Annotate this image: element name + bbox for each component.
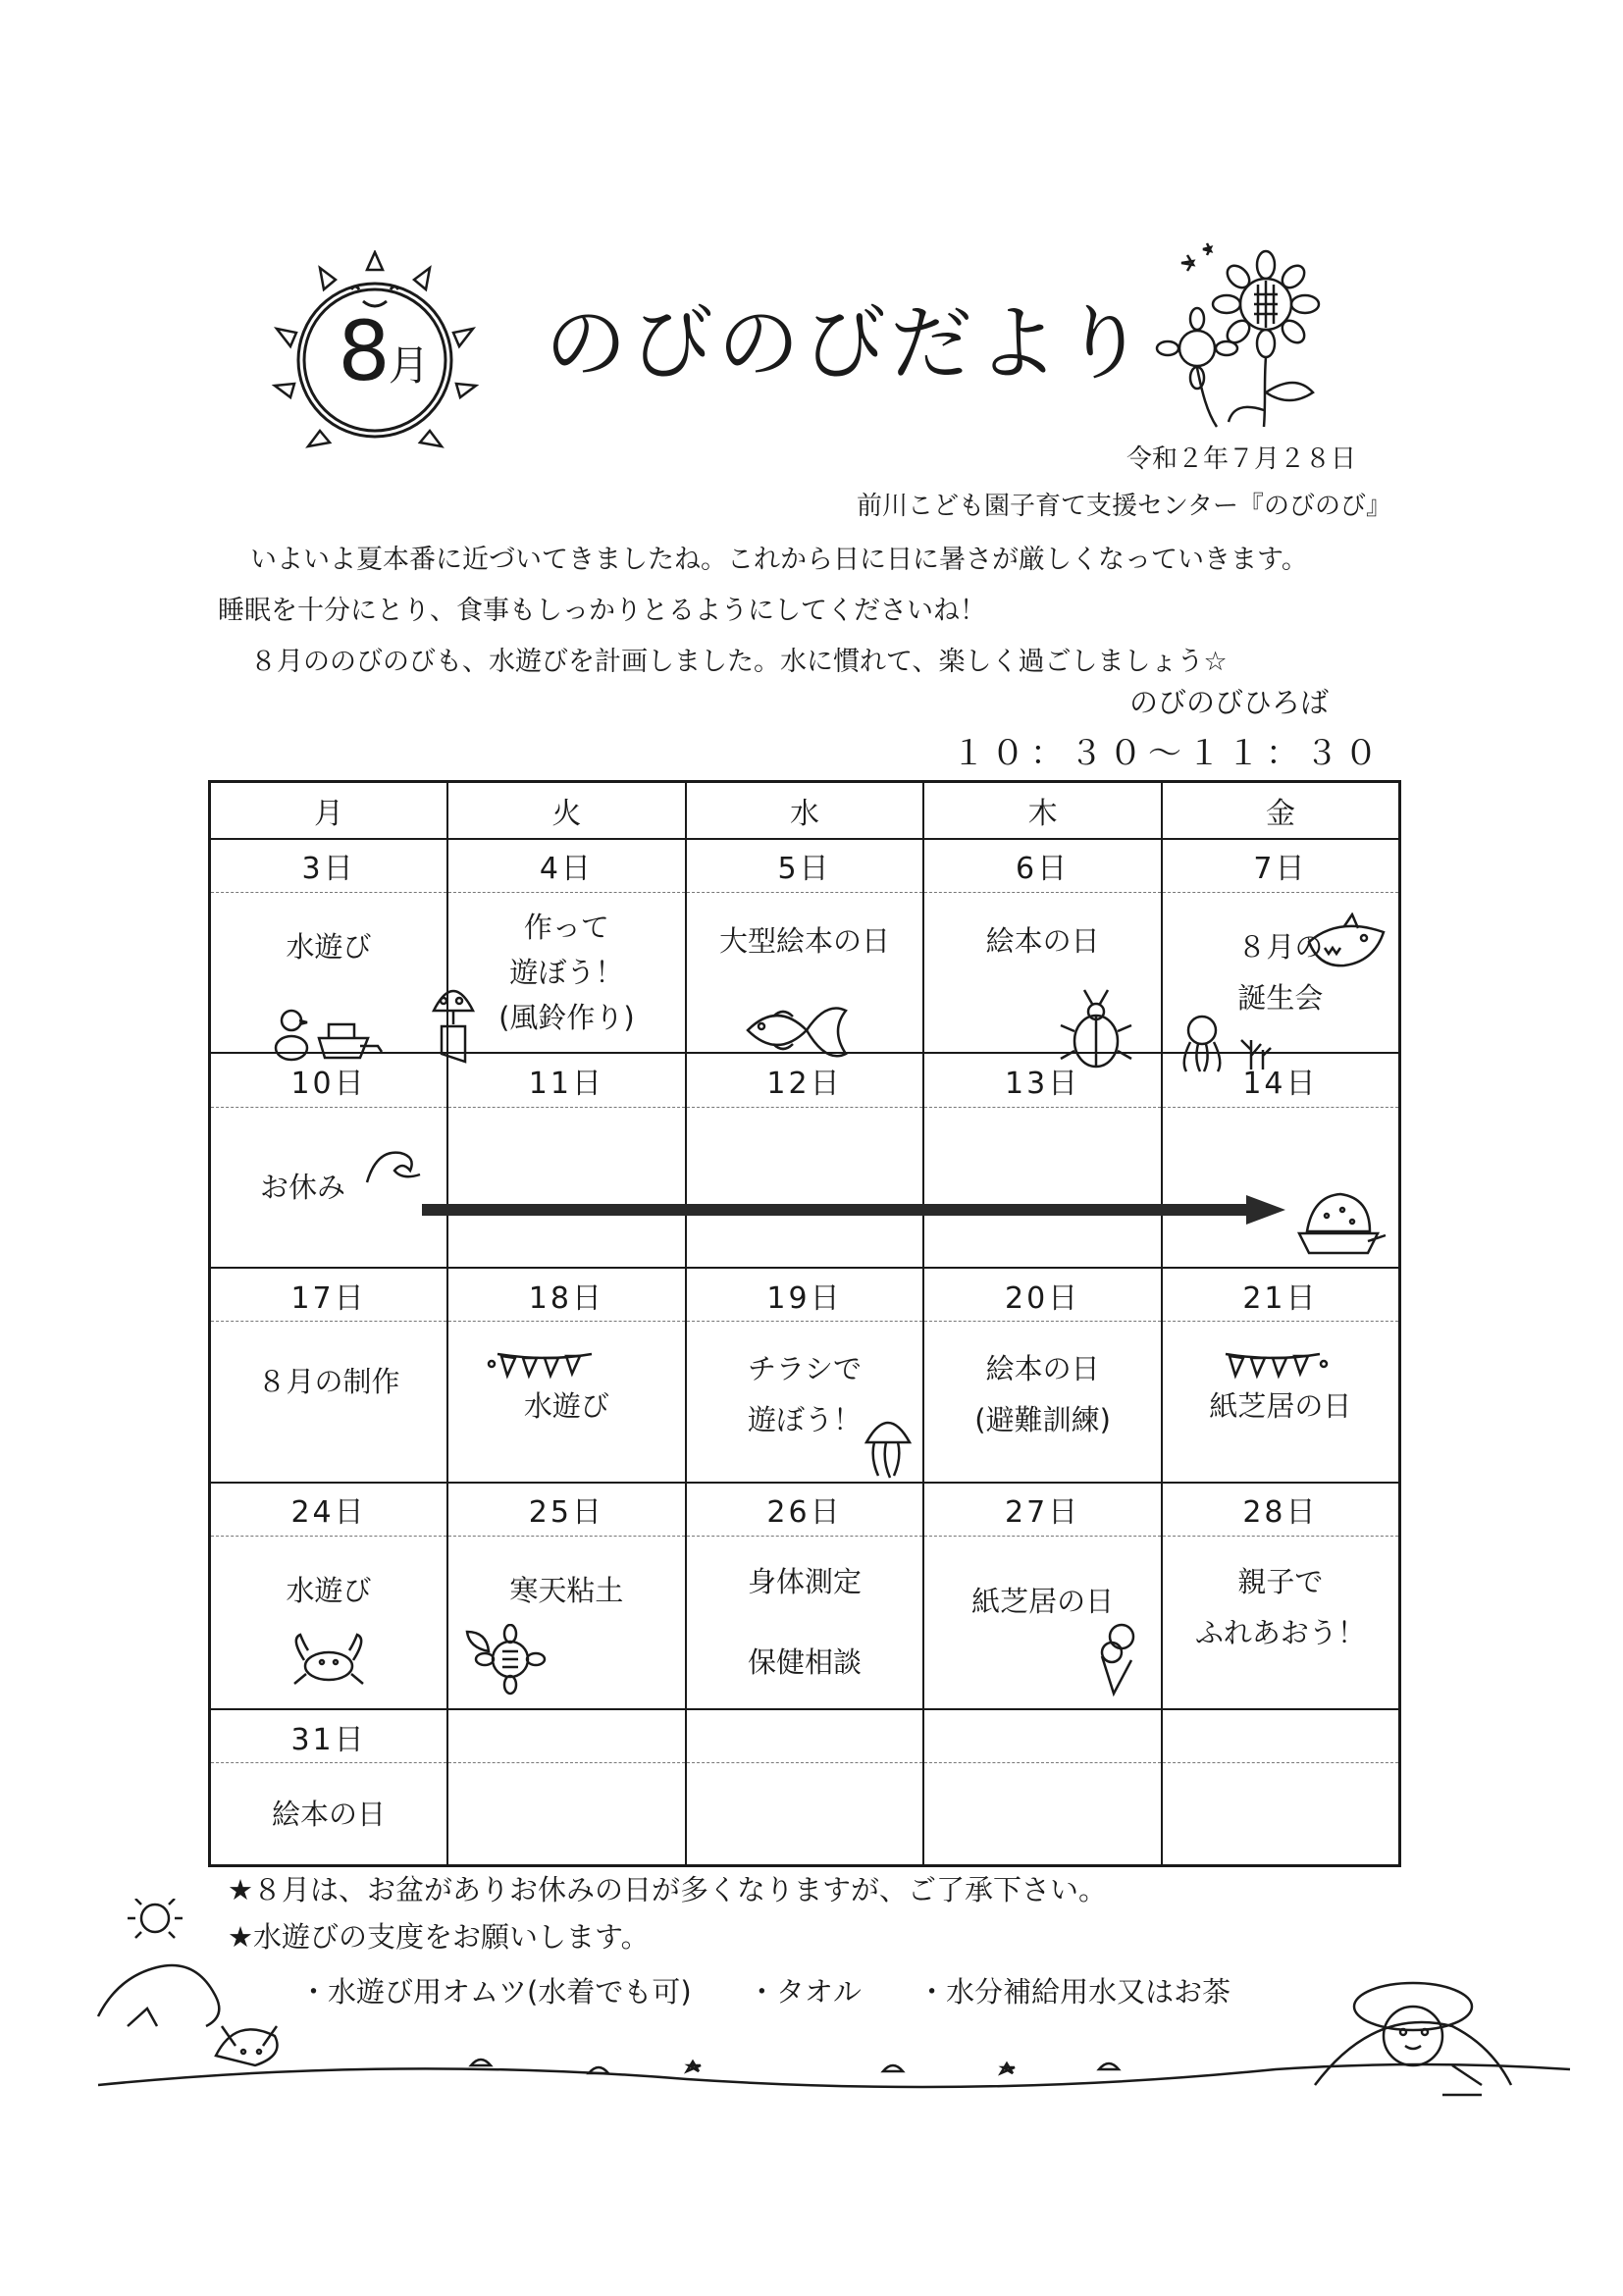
day-number: 11日 [447,1053,686,1107]
day-number: 18日 [447,1268,686,1322]
wave-icon [363,1143,427,1192]
jellyfish-icon [859,1413,917,1482]
intro-line: ８月ののびのびも、水遊びを計画しました。水に慣れて、楽しく過ごしましょう☆ [250,647,1228,677]
day-number: 31日 [210,1709,448,1763]
day-number [447,1709,686,1763]
note-text: ★８月は、お盆がありお休みの日が多くなりますが、ご了承下さい。 [228,1873,1107,1906]
event-text: 大型絵本の日 [718,924,890,959]
event-cell [1162,1536,1400,1709]
chick-icon [270,999,388,1068]
octopus-icon [1173,1011,1285,1079]
weekday-header: 火 [447,782,686,839]
day-number: 10日 [210,1053,448,1107]
event-cell [447,893,686,1054]
event-text: 身体測定 保健相談 [747,1565,862,1680]
day-number: 14日 [1162,1053,1400,1107]
event-text: 水遊び [286,1574,372,1608]
day-number: 13日 [923,1053,1162,1107]
day-number: 7日 [1162,839,1400,893]
event-cell [686,1107,924,1268]
event-cell [447,1107,686,1268]
list-item: ・タオル [747,1975,862,2009]
event-cell [923,1763,1162,1866]
day-number [923,1709,1162,1763]
day-number: 24日 [210,1483,448,1537]
day-number: 19日 [686,1268,924,1322]
event-text: ８月の 誕生会 [1237,930,1324,1016]
event-cell [923,1322,1162,1483]
day-number: 21日 [1162,1268,1400,1322]
intro-line: 睡眠を十分にとり、食事もしっかりとるようにしてくださいね！ [218,596,986,626]
day-number: 27日 [923,1483,1162,1537]
weekday-header: 木 [923,782,1162,839]
day-number [1162,1709,1400,1763]
beetle-icon [1055,986,1138,1074]
plaza-time: １０：３０〜１１：３０ [952,734,1384,773]
sunflower-icon [1148,235,1344,432]
event-cell [923,1107,1162,1268]
rest-arrow-icon [422,1195,1285,1225]
day-number: 26日 [686,1483,924,1537]
event-cell [686,1763,924,1866]
weekday-header: 月 [210,782,448,839]
event-text: 紙芝居の日 [1209,1389,1352,1424]
day-number: 5日 [686,839,924,893]
shark-icon [1305,913,1388,981]
event-text: 絵本の日 [272,1797,387,1831]
event-text: 親子で ふれあおう！ [1194,1565,1366,1650]
day-number [686,1709,924,1763]
event-cell [447,1322,686,1483]
day-number: 12日 [686,1053,924,1107]
ice-cream-icon [1094,1619,1143,1697]
event-cell [1162,1763,1400,1866]
center-name: 前川こども園子育て支援センター『のびのび』 [857,492,1391,521]
event-text: 絵本の日 [985,924,1100,959]
event-text: 寒天粘土 [509,1574,624,1608]
calendar [208,780,1401,1867]
bunting-icon [486,1350,594,1380]
list-item: ・水分補給用水又はお茶 [917,1975,1231,2009]
event-cell [210,1322,448,1483]
event-text: 絵本の日 (避難訓練) [974,1352,1111,1437]
event-text: 水遊び [286,930,372,965]
event-cell [686,1536,924,1709]
sunflower-small-icon [461,1624,550,1702]
plaza-name: のびのびひろば [1128,686,1329,719]
day-number: 20日 [923,1268,1162,1322]
event-cell [1162,1322,1400,1483]
event-text: 水遊び [523,1389,609,1424]
wind-chime-icon [424,971,483,1070]
day-number: 25日 [447,1483,686,1537]
day-number: 28日 [1162,1483,1400,1537]
event-text: ８月の制作 [257,1365,400,1399]
intro-line: いよいよ夏本番に近づいてきましたね。これから日に日に暑さが厳しくなっていきます。 [250,545,1308,575]
beach-icon [39,1899,1590,2124]
day-number: 4日 [447,839,686,893]
newsletter-title: のびのびだより [545,295,1150,391]
goldfish-icon [738,991,865,1070]
event-cell [210,1763,448,1866]
shaved-ice-icon [1293,1182,1391,1271]
weekday-header-row [210,782,1400,839]
day-number: 3日 [210,839,448,893]
event-text: チラシで 遊ぼう！ [747,1352,862,1437]
event-text: お休み [260,1170,346,1204]
day-number: 17日 [210,1268,448,1322]
event-text: 作って 遊ぼう！ (風鈴作り) [498,911,635,1035]
note-text: ★水遊びの支度をお願いします。 [228,1920,650,1954]
weekday-header: 水 [686,782,924,839]
day-number: 6日 [923,839,1162,893]
bunting-icon [1222,1350,1330,1380]
crab-icon [285,1631,373,1690]
month-label: 8月 [338,303,428,399]
list-item: ・水遊び用オムツ(水着でも可) [299,1975,692,2009]
issue-date: 令和２年７月２８日 [1126,444,1356,474]
weekday-header: 金 [1162,782,1400,839]
event-text: 紙芝居の日 [971,1585,1115,1619]
event-cell [447,1763,686,1866]
